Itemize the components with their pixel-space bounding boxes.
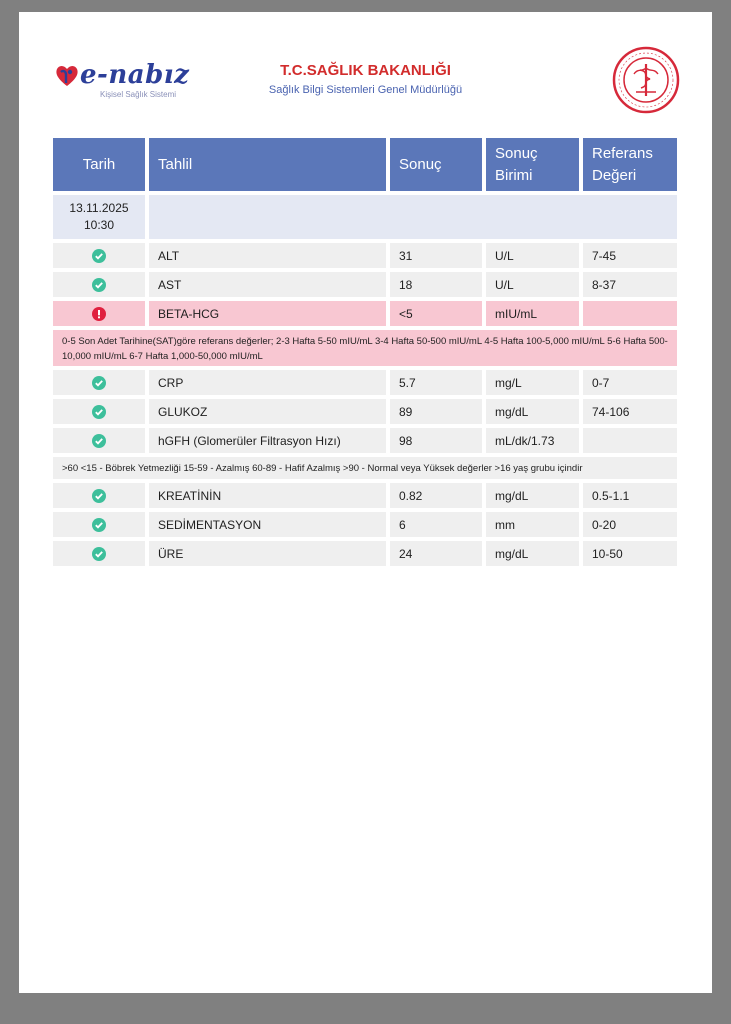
table-row-alt[interactable]	[53, 243, 677, 268]
test-name: GLUKOZ	[149, 399, 386, 424]
table-row-sedimentasyon[interactable]	[53, 512, 677, 537]
ministry-subtitle: Sağlık Bilgi Sistemleri Genel Müdürlüğü	[268, 84, 463, 96]
test-reference: 7-45	[583, 243, 677, 268]
test-name: CRP	[149, 370, 386, 395]
status-warning-icon	[53, 301, 145, 326]
ministry-seal-icon	[612, 46, 680, 114]
test-name: hGFH (Glomerüler Filtrasyon Hızı)	[149, 428, 386, 453]
test-result: 89	[390, 399, 482, 424]
test-reference: 0.5-1.1	[583, 483, 677, 508]
test-result: 6	[390, 512, 482, 537]
column-header-date: Tarih	[53, 138, 145, 191]
test-reference: 8-37	[583, 272, 677, 297]
test-name: BETA-HCG	[149, 301, 386, 326]
table-header	[53, 138, 677, 191]
status-ok-icon	[53, 541, 145, 566]
gfr-reference-note: >60 <15 - Böbrek Yetmezliği 15-59 - Azalmış 60-89 - Hafif Azalmış >90 - Normal veya Yüksek değerler >16 yaş grubu içindir	[53, 457, 677, 479]
test-result: 5.7	[390, 370, 482, 395]
test-result: 18	[390, 272, 482, 297]
table-row-crp[interactable]	[53, 370, 677, 395]
test-result: <5	[390, 301, 482, 326]
table-row-gfr[interactable]	[53, 428, 677, 453]
test-result: 98	[390, 428, 482, 453]
status-ok-icon	[53, 243, 145, 268]
date-row-filler	[149, 195, 677, 239]
table-row-kreatinin[interactable]	[53, 483, 677, 508]
beta-hcg-reference-note: 0-5 Son Adet Tarihine(SAT)göre referans değerler; 2-3 Hafta 5-50 mIU/mL 3-4 Hafta 50-500 mIU/mL 4-5 Hafta 100-5,000 mIU/mL 5-6 Hafta 500-10,000 mIU/mL 6-7 Hafta 1,000-50,000 mIU/mL	[53, 330, 677, 366]
test-reference: 10-50	[583, 541, 677, 566]
result-date-time: 10:30	[83, 218, 115, 232]
test-name: SEDİMENTASYON	[149, 512, 386, 537]
logo-wordmark: e-nabız	[80, 60, 190, 90]
report-page	[19, 12, 712, 993]
test-unit: mg/dL	[486, 541, 579, 566]
logo-subtitle: Kişisel Sağlık Sistemi	[100, 90, 177, 99]
status-ok-icon	[53, 483, 145, 508]
column-header-test: Tahlil	[149, 138, 386, 191]
test-unit: mg/L	[486, 370, 579, 395]
test-result: 24	[390, 541, 482, 566]
status-ok-icon	[53, 512, 145, 537]
column-header-unit: Sonuç Birimi	[486, 138, 579, 191]
test-unit: U/L	[486, 272, 579, 297]
test-reference: 74-106	[583, 399, 677, 424]
result-date-day: 13.11.2025	[69, 201, 129, 215]
status-ok-icon	[53, 370, 145, 395]
test-unit: mL/dk/1.73	[486, 428, 579, 453]
table-row-glukoz[interactable]	[53, 399, 677, 424]
test-reference: 0-7	[583, 370, 677, 395]
test-name: ÜRE	[149, 541, 386, 566]
test-unit: mg/dL	[486, 483, 579, 508]
result-date	[53, 195, 145, 239]
test-name: AST	[149, 272, 386, 297]
table-row-beta-hcg[interactable]	[53, 301, 677, 326]
test-reference	[583, 301, 677, 326]
test-reference	[583, 428, 677, 453]
column-header-result: Sonuç	[390, 138, 482, 191]
test-name: KREATİNİN	[149, 483, 386, 508]
status-ok-icon	[53, 428, 145, 453]
test-unit: mIU/mL	[486, 301, 579, 326]
test-unit: mg/dL	[486, 399, 579, 424]
test-unit: U/L	[486, 243, 579, 268]
status-ok-icon	[53, 399, 145, 424]
test-name: ALT	[149, 243, 386, 268]
test-reference: 0-20	[583, 512, 677, 537]
test-result: 31	[390, 243, 482, 268]
column-header-reference: Referans Değeri	[583, 138, 677, 191]
test-result: 0.82	[390, 483, 482, 508]
table-row-ure[interactable]	[53, 541, 677, 566]
table-row-ast[interactable]	[53, 272, 677, 297]
test-unit: mm	[486, 512, 579, 537]
date-group-row	[53, 195, 677, 239]
ministry-title: T.C.SAĞLIK BAKANLIĞI	[280, 62, 451, 79]
status-ok-icon	[53, 272, 145, 297]
